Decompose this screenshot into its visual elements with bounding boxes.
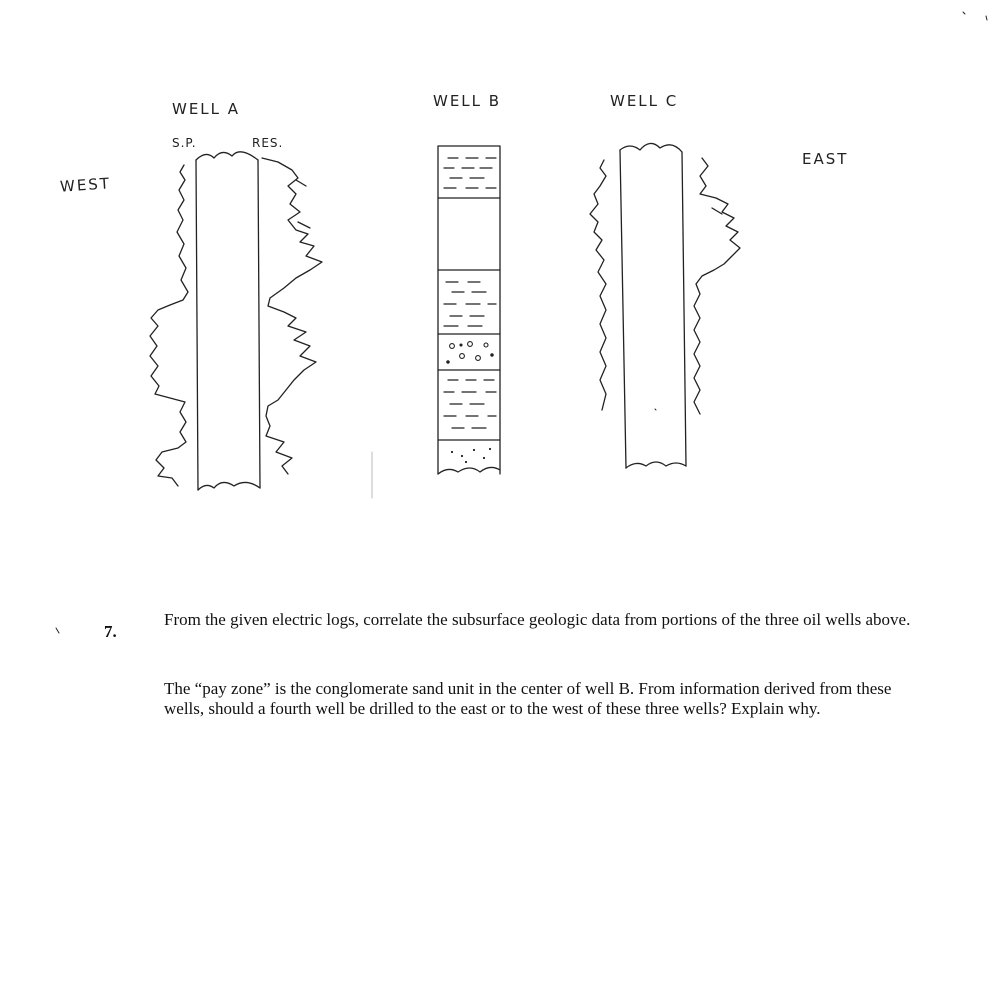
well-c-top-edge	[620, 143, 682, 152]
well-a-bottom-edge	[198, 482, 260, 490]
well-b-bottom-edge	[438, 467, 500, 474]
well-c-borehole	[620, 150, 686, 468]
well-b-conglomerate	[447, 342, 493, 364]
well-b-boundary	[438, 198, 500, 440]
label-east: EAST	[802, 150, 849, 168]
well-c-log	[590, 143, 740, 468]
question-number: 7.	[104, 622, 117, 641]
well-b-sand	[451, 448, 491, 463]
well-a-res-tick	[296, 180, 310, 228]
label-well-a: WELL A	[172, 100, 241, 118]
question-paragraph-1	[164, 610, 954, 630]
label-well-b: WELL B	[433, 92, 502, 110]
well-a-log	[150, 152, 322, 490]
label-west: WEST	[59, 174, 112, 196]
well-b-column	[438, 146, 500, 474]
well-b-shale-top	[444, 158, 496, 188]
label-res: RES.	[252, 136, 284, 150]
well-c-sp-curve	[590, 160, 606, 410]
well-c-bottom-edge	[626, 462, 686, 468]
label-well-c: WELL C	[610, 92, 679, 110]
well-b-shale-lower	[444, 380, 496, 428]
well-c-res-tick	[712, 208, 722, 214]
well-a-res-curve	[262, 158, 322, 474]
well-a-sp-curve	[150, 165, 188, 486]
question-text-1: From the given electric logs, correlate the subsurface geologic data from portions of the three oil wells above.	[164, 610, 911, 629]
well-a-borehole	[196, 160, 260, 490]
question-paragraph-2	[164, 679, 904, 719]
well-a-top-edge	[196, 152, 258, 160]
question-text-2: The “pay zone” is the conglomerate sand unit in the center of well B. From information derived from these wells, should a fourth well be drilled to the east or to the west of these three wells? Explain why.	[164, 679, 892, 718]
well-b-log	[438, 146, 500, 474]
well-c-res-curve	[694, 158, 740, 414]
label-sp: S.P.	[172, 136, 197, 150]
well-b-shale-middle	[444, 282, 496, 326]
